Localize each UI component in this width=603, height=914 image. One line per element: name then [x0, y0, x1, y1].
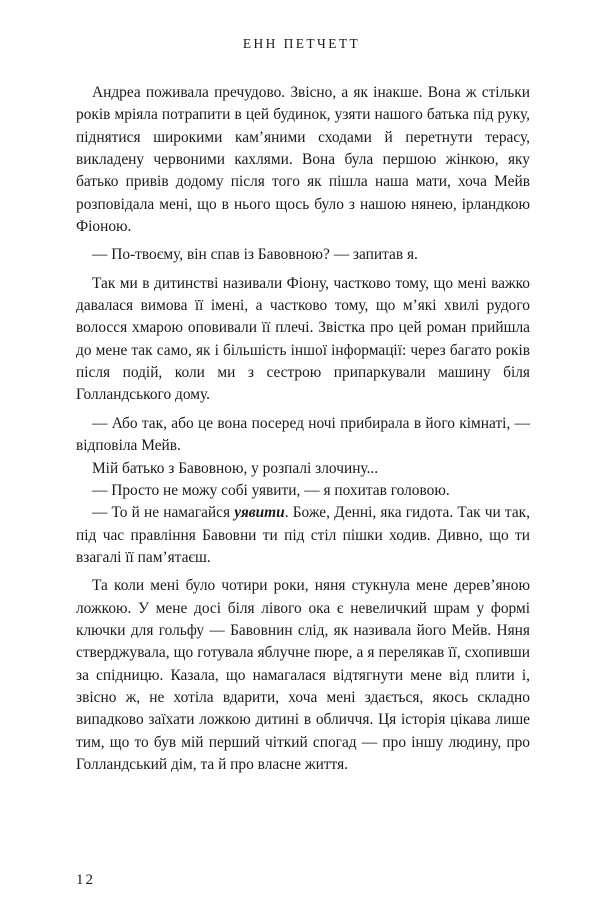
body-text: [76, 82, 530, 776]
page-number: 12: [76, 872, 95, 888]
running-head-author: ЕНН ПЕТЧЕТТ: [242, 36, 361, 51]
dialogue-line: — Або так, або це вона посеред ночі прибирала в його кімнаті, — відповіла Мейв.: [76, 414, 530, 455]
dialogue-line: [76, 502, 530, 569]
paragraph: Андреа поживала пречудово. Звісно, а як інакше. Вона ж стільки років мріяла потрапити в цей будинок, узяти нашого батька під руку, піднятися широкими кам’яними сходами й перетнути терасу, викладену червоними кахлями. Вона була першою жінкою, яку батько привів додому після того як пішла наша мати, хоча Мейв розповідала мені, що в нього щось було з нашою нянею, ірландкою Фіоною.: [76, 84, 530, 236]
dialogue-line: — По-твоєму, він спав із Бавовною? — запитав я.: [92, 246, 418, 264]
paragraph: Мій батько з Бавовною, у розпалі злочину...: [92, 459, 379, 477]
dialogue-line: — Просто не можу собі уявити, — я похитав головою.: [92, 481, 450, 499]
paragraph: Та коли мені було чотири роки, няня стукнула мене дерев’яною ложкою. У мене досі біля лівого ока є невеличкий шрам у формі ключки для гольфу — Бавовнин слід, як називала його Мейв. Няня стверджувала, що готувала яблучне пюре, а я перелякав її, схопивши за спідницю. Казала, що намагалася відтягнути мене від плити і, звісно ж, не хотіла вдарити, хоча мені здається, якось складно випадково заїхати ложкою дитині в обличчя. Ця історія цікава лише тим, що то був мій перший чіткий спогад — про іншу людину, про Голландський дім, та й про власне життя.: [76, 577, 530, 773]
dialogue-text: — То й не намагайся: [92, 504, 235, 522]
emphasized-word: уявити: [234, 504, 285, 522]
dialogue-text: . Боже, Денні, яка гидота. Так чи так, під час правління Бавовни ти під стіл пішки ходив. Дивно, що ти взагалі її пам’ятаєш.: [76, 504, 530, 566]
paragraph: Так ми в дитинстві називали Фіону, частково тому, що мені важко давалася вимова її імені, а частково тому, що м’які хвилі рудого волосся хмарою оповивали її плечі. Звістка про цей роман прийшла до мене так само, як і більшість іншої інформації: через багато років після подій, коли ми з сестрою припаркували машину біля Голландського дому.: [76, 274, 530, 404]
